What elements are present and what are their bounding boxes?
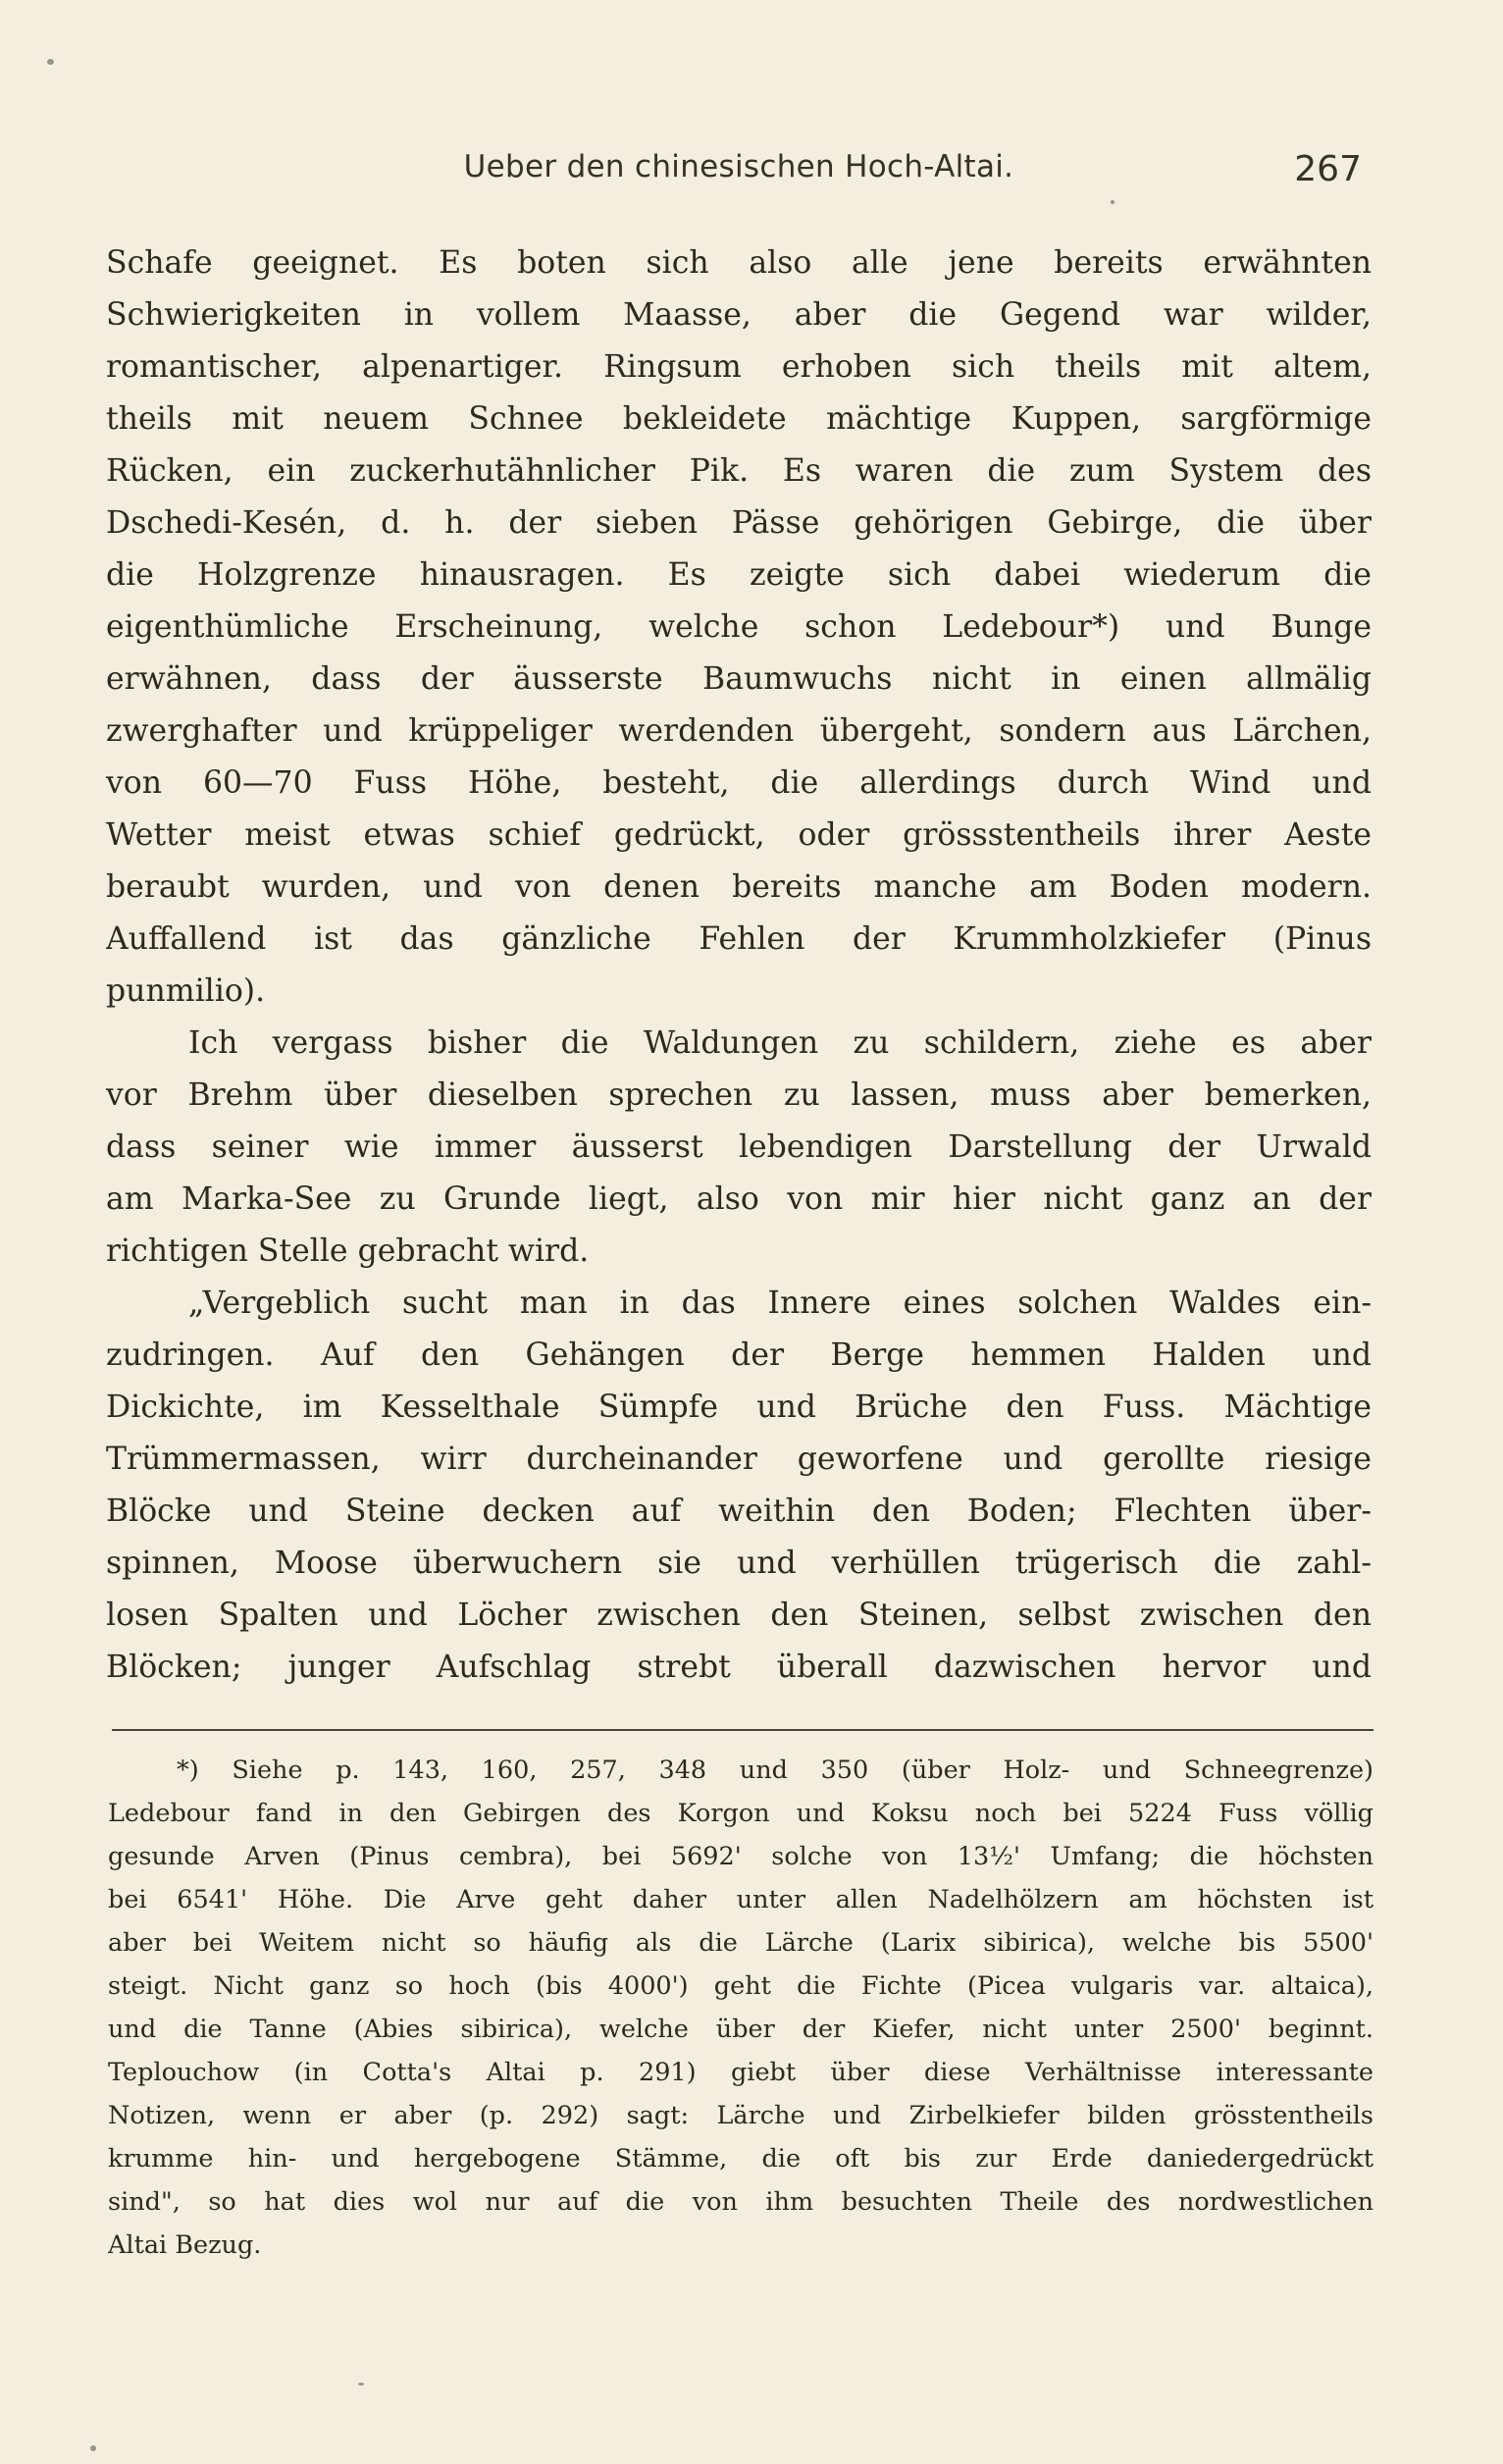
- text-line: zwerghafter und krüppeliger werdenden übergeht, sondern aus Lärchen,: [106, 713, 1372, 749]
- text-line: Rücken, ein zuckerhutähnlicher Pik. Es waren die zum System des: [106, 453, 1372, 489]
- text-line: Trümmermassen, wirr durcheinander geworfene und gerollte riesige: [106, 1442, 1372, 1477]
- paper-speck: [47, 59, 54, 65]
- footnote-line: und die Tanne (Abies sibirica), welche über der Kiefer, nicht unter 2500' beginnt.: [108, 2015, 1373, 2044]
- text-line: erwähnen, dass der äusserste Baumwuchs nicht in einen allmälig: [106, 661, 1372, 697]
- paper-speck: [358, 2383, 364, 2385]
- text-line: Dschedi-Kesén, d. h. der sieben Pässe gehörigen Gebirge, die über: [106, 505, 1372, 541]
- text-line: theils mit neuem Schnee bekleidete mächtige Kuppen, sargförmige: [106, 401, 1372, 437]
- text-line: Schwierigkeiten in vollem Maasse, aber die Gegend war wilder,: [106, 297, 1372, 333]
- footnote-line: sind", so hat dies wol nur auf die von ihm besuchten Theile des nordwestlichen: [108, 2187, 1373, 2217]
- text-line: losen Spalten und Löcher zwischen den Steinen, selbst zwischen den: [106, 1598, 1372, 1633]
- paper-speck: [1111, 200, 1114, 204]
- text-line: Blöcken; junger Aufschlag strebt überall dazwischen hervor und: [106, 1650, 1372, 1685]
- text-line: vor Brehm über dieselben sprechen zu lassen, muss aber bemerken,: [106, 1077, 1372, 1113]
- text-line: dass seiner wie immer äusserst lebendigen Darstellung der Urwald: [106, 1129, 1372, 1165]
- text-line: die Holzgrenze hinausragen. Es zeigte sich dabei wiederum die: [106, 557, 1372, 593]
- running-header: [106, 149, 1372, 198]
- text-line: spinnen, Moose überwuchern sie und verhüllen trügerisch die zahl-: [106, 1546, 1372, 1581]
- footnote-line: Altai Bezug.: [108, 2230, 262, 2260]
- text-line: beraubt wurden, und von denen bereits manche am Boden modern.: [106, 869, 1372, 905]
- text-line: Schafe geeignet. Es boten sich also alle jene bereits erwähnten: [106, 245, 1372, 281]
- footnote-line: Teplouchow (in Cotta's Altai p. 291) giebt über diese Verhältnisse interessante: [108, 2058, 1373, 2087]
- footnote-divider: [112, 1729, 1373, 1731]
- footnote: [108, 1749, 1373, 2267]
- footnote-line: gesunde Arven (Pinus cembra), bei 5692' solche von 13½' Umfang; die höchsten: [108, 1842, 1373, 1871]
- running-title: Ueber den chinesischen Hoch-Altai.: [463, 149, 1014, 184]
- text-line: eigenthümliche Erscheinung, welche schon Ledebour*) und Bunge: [106, 609, 1372, 645]
- footnote-line: Ledebour fand in den Gebirgen des Korgon und Koksu noch bei 5224 Fuss völlig: [108, 1799, 1373, 1828]
- text-line: Blöcke und Steine decken auf weithin den Boden; Flechten über-: [106, 1494, 1372, 1529]
- text-line: Dickichte, im Kesselthale Sümpfe und Brüche den Fuss. Mächtige: [106, 1389, 1372, 1425]
- footnote-line: aber bei Weitem nicht so häufig als die Lärche (Larix sibirica), welche bis 5500': [108, 1928, 1373, 1958]
- text-line: Auffallend ist das gänzliche Fehlen der Krummholzkiefer (Pinus: [106, 921, 1372, 957]
- text-line: Wetter meist etwas schief gedrückt, oder grössstentheils ihrer Aeste: [106, 817, 1372, 853]
- text-line: Ich vergass bisher die Waldungen zu schildern, ziehe es aber: [188, 1025, 1372, 1061]
- footnote-line: bei 6541' Höhe. Die Arve geht daher unter allen Nadelhölzern am höchsten ist: [108, 1885, 1373, 1914]
- text-line: zudringen. Auf den Gehängen der Berge hemmen Halden und: [106, 1337, 1372, 1373]
- main-text: [106, 237, 1372, 1694]
- text-line: punmilio).: [106, 973, 266, 1009]
- text-line: richtigen Stelle gebracht wird.: [106, 1233, 590, 1269]
- footnote-line: steigt. Nicht ganz so hoch (bis 4000') geht die Fichte (Picea vulgaris var. altaica),: [108, 1971, 1373, 2001]
- text-line: „Vergeblich sucht man in das Innere eines solchen Waldes ein-: [188, 1285, 1372, 1321]
- footnote-line: Notizen, wenn er aber (p. 292) sagt: Lärche und Zirbelkiefer bilden grösstentheils: [108, 2101, 1373, 2130]
- page-number: 267: [1294, 149, 1362, 189]
- footnote-line: *) Siehe p. 143, 160, 257, 348 und 350 (über Holz- und Schneegrenze): [177, 1756, 1373, 1785]
- text-line: romantischer, alpenartiger. Ringsum erhoben sich theils mit altem,: [106, 349, 1372, 385]
- text-line: am Marka-See zu Grunde liegt, also von mir hier nicht ganz an der: [106, 1181, 1372, 1217]
- text-line: von 60—70 Fuss Höhe, besteht, die allerdings durch Wind und: [106, 765, 1372, 801]
- footnote-line: krumme hin- und hergebogene Stämme, die oft bis zur Erde daniedergedrückt: [108, 2144, 1373, 2174]
- paper-speck: [90, 2445, 96, 2451]
